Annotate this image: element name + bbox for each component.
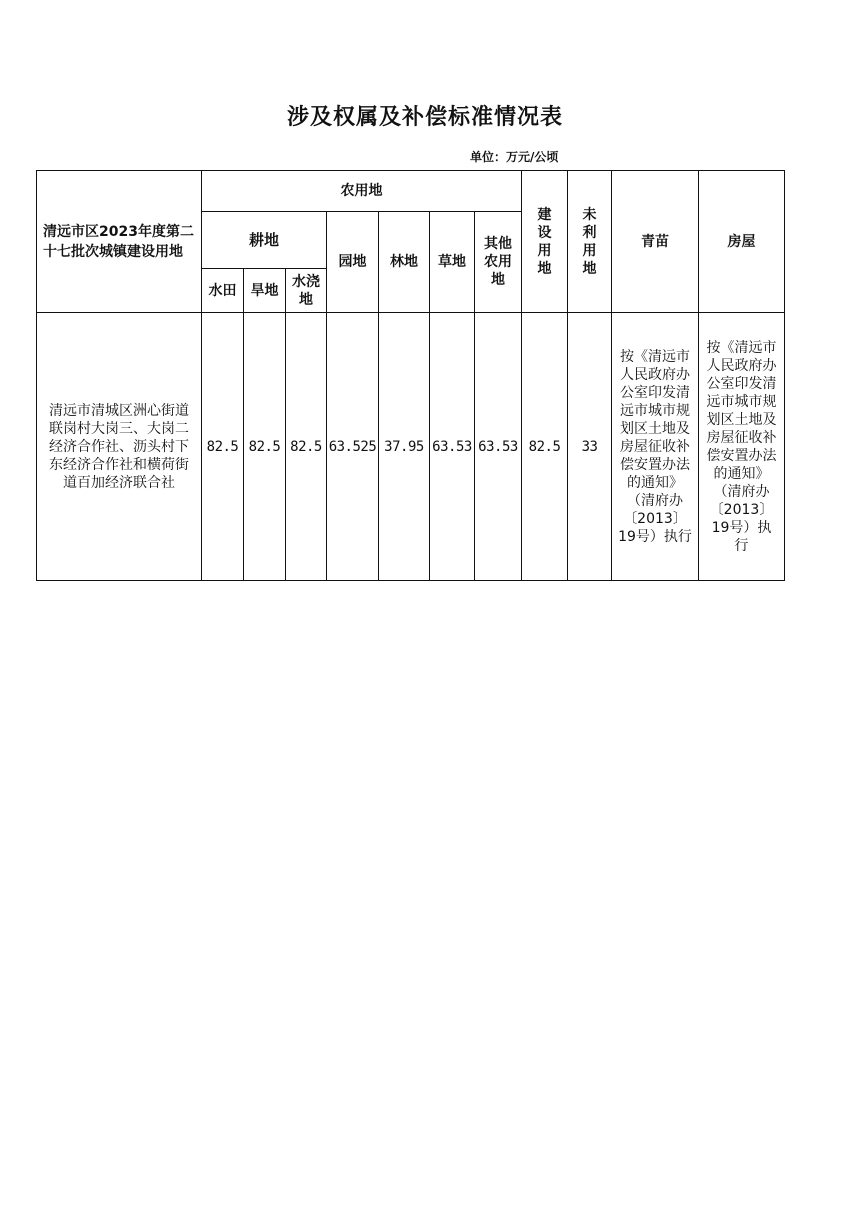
table-row — [37, 313, 785, 581]
cell-irrigated: 82.5 — [286, 313, 327, 581]
header-construction-land — [522, 171, 568, 313]
cell-paddy: 82.5 — [202, 313, 244, 581]
cell-location: 清远市清城区洲心街道联岗村大岗三、大岗二经济合作社、沥头村下东经济合作社和横荷街道百加经济联合社 — [37, 313, 202, 581]
cell-crops: 按《清远市人民政府办公室印发清远市城市规划区土地及房屋征收补偿安置办法的通知》（清府办〔2013〕19号）执行 — [612, 313, 699, 581]
header-other-agricultural-text: 其他农用地 — [484, 236, 512, 288]
unit-label: 单位：万元/公顷 — [470, 150, 559, 164]
header-unused-text: 未利用地 — [582, 206, 597, 277]
header-dry-land: 旱地 — [244, 269, 286, 313]
header-grass: 草地 — [430, 212, 475, 313]
cell-other-agricultural: 63.53 — [475, 313, 522, 581]
header-forest: 林地 — [379, 212, 430, 313]
cell-houses: 按《清远市人民政府办公室印发清远市城市规划区土地及房屋征收补偿安置办法的通知》（清府办〔2013〕19号）执行 — [699, 313, 785, 581]
header-garden: 园地 — [327, 212, 379, 313]
header-crops: 青苗 — [612, 171, 699, 313]
header-irrigated-text: 水浇地 — [292, 273, 320, 308]
header-paddy: 水田 — [202, 269, 244, 313]
document-title: 涉及权属及补偿标准情况表 — [286, 105, 563, 130]
corner-header — [37, 171, 202, 313]
header-irrigated — [286, 269, 327, 313]
cell-garden: 63.525 — [327, 313, 379, 581]
cell-dry-land: 82.5 — [244, 313, 286, 581]
header-houses: 房屋 — [699, 171, 785, 313]
header-cultivated-land: 耕地 — [202, 212, 327, 269]
corner-header-text: 清远市区2023年度第二十七批次城镇建设用地 — [43, 223, 194, 260]
header-construction-text: 建设用地 — [537, 206, 552, 277]
header-agricultural-land: 农用地 — [202, 171, 522, 212]
cell-forest: 37.95 — [379, 313, 430, 581]
cell-unused: 33 — [568, 313, 612, 581]
cell-construction: 82.5 — [522, 313, 568, 581]
cell-grass: 63.53 — [430, 313, 475, 581]
header-other-agricultural — [475, 212, 522, 313]
compensation-table — [36, 170, 785, 581]
header-unused-land — [568, 171, 612, 313]
